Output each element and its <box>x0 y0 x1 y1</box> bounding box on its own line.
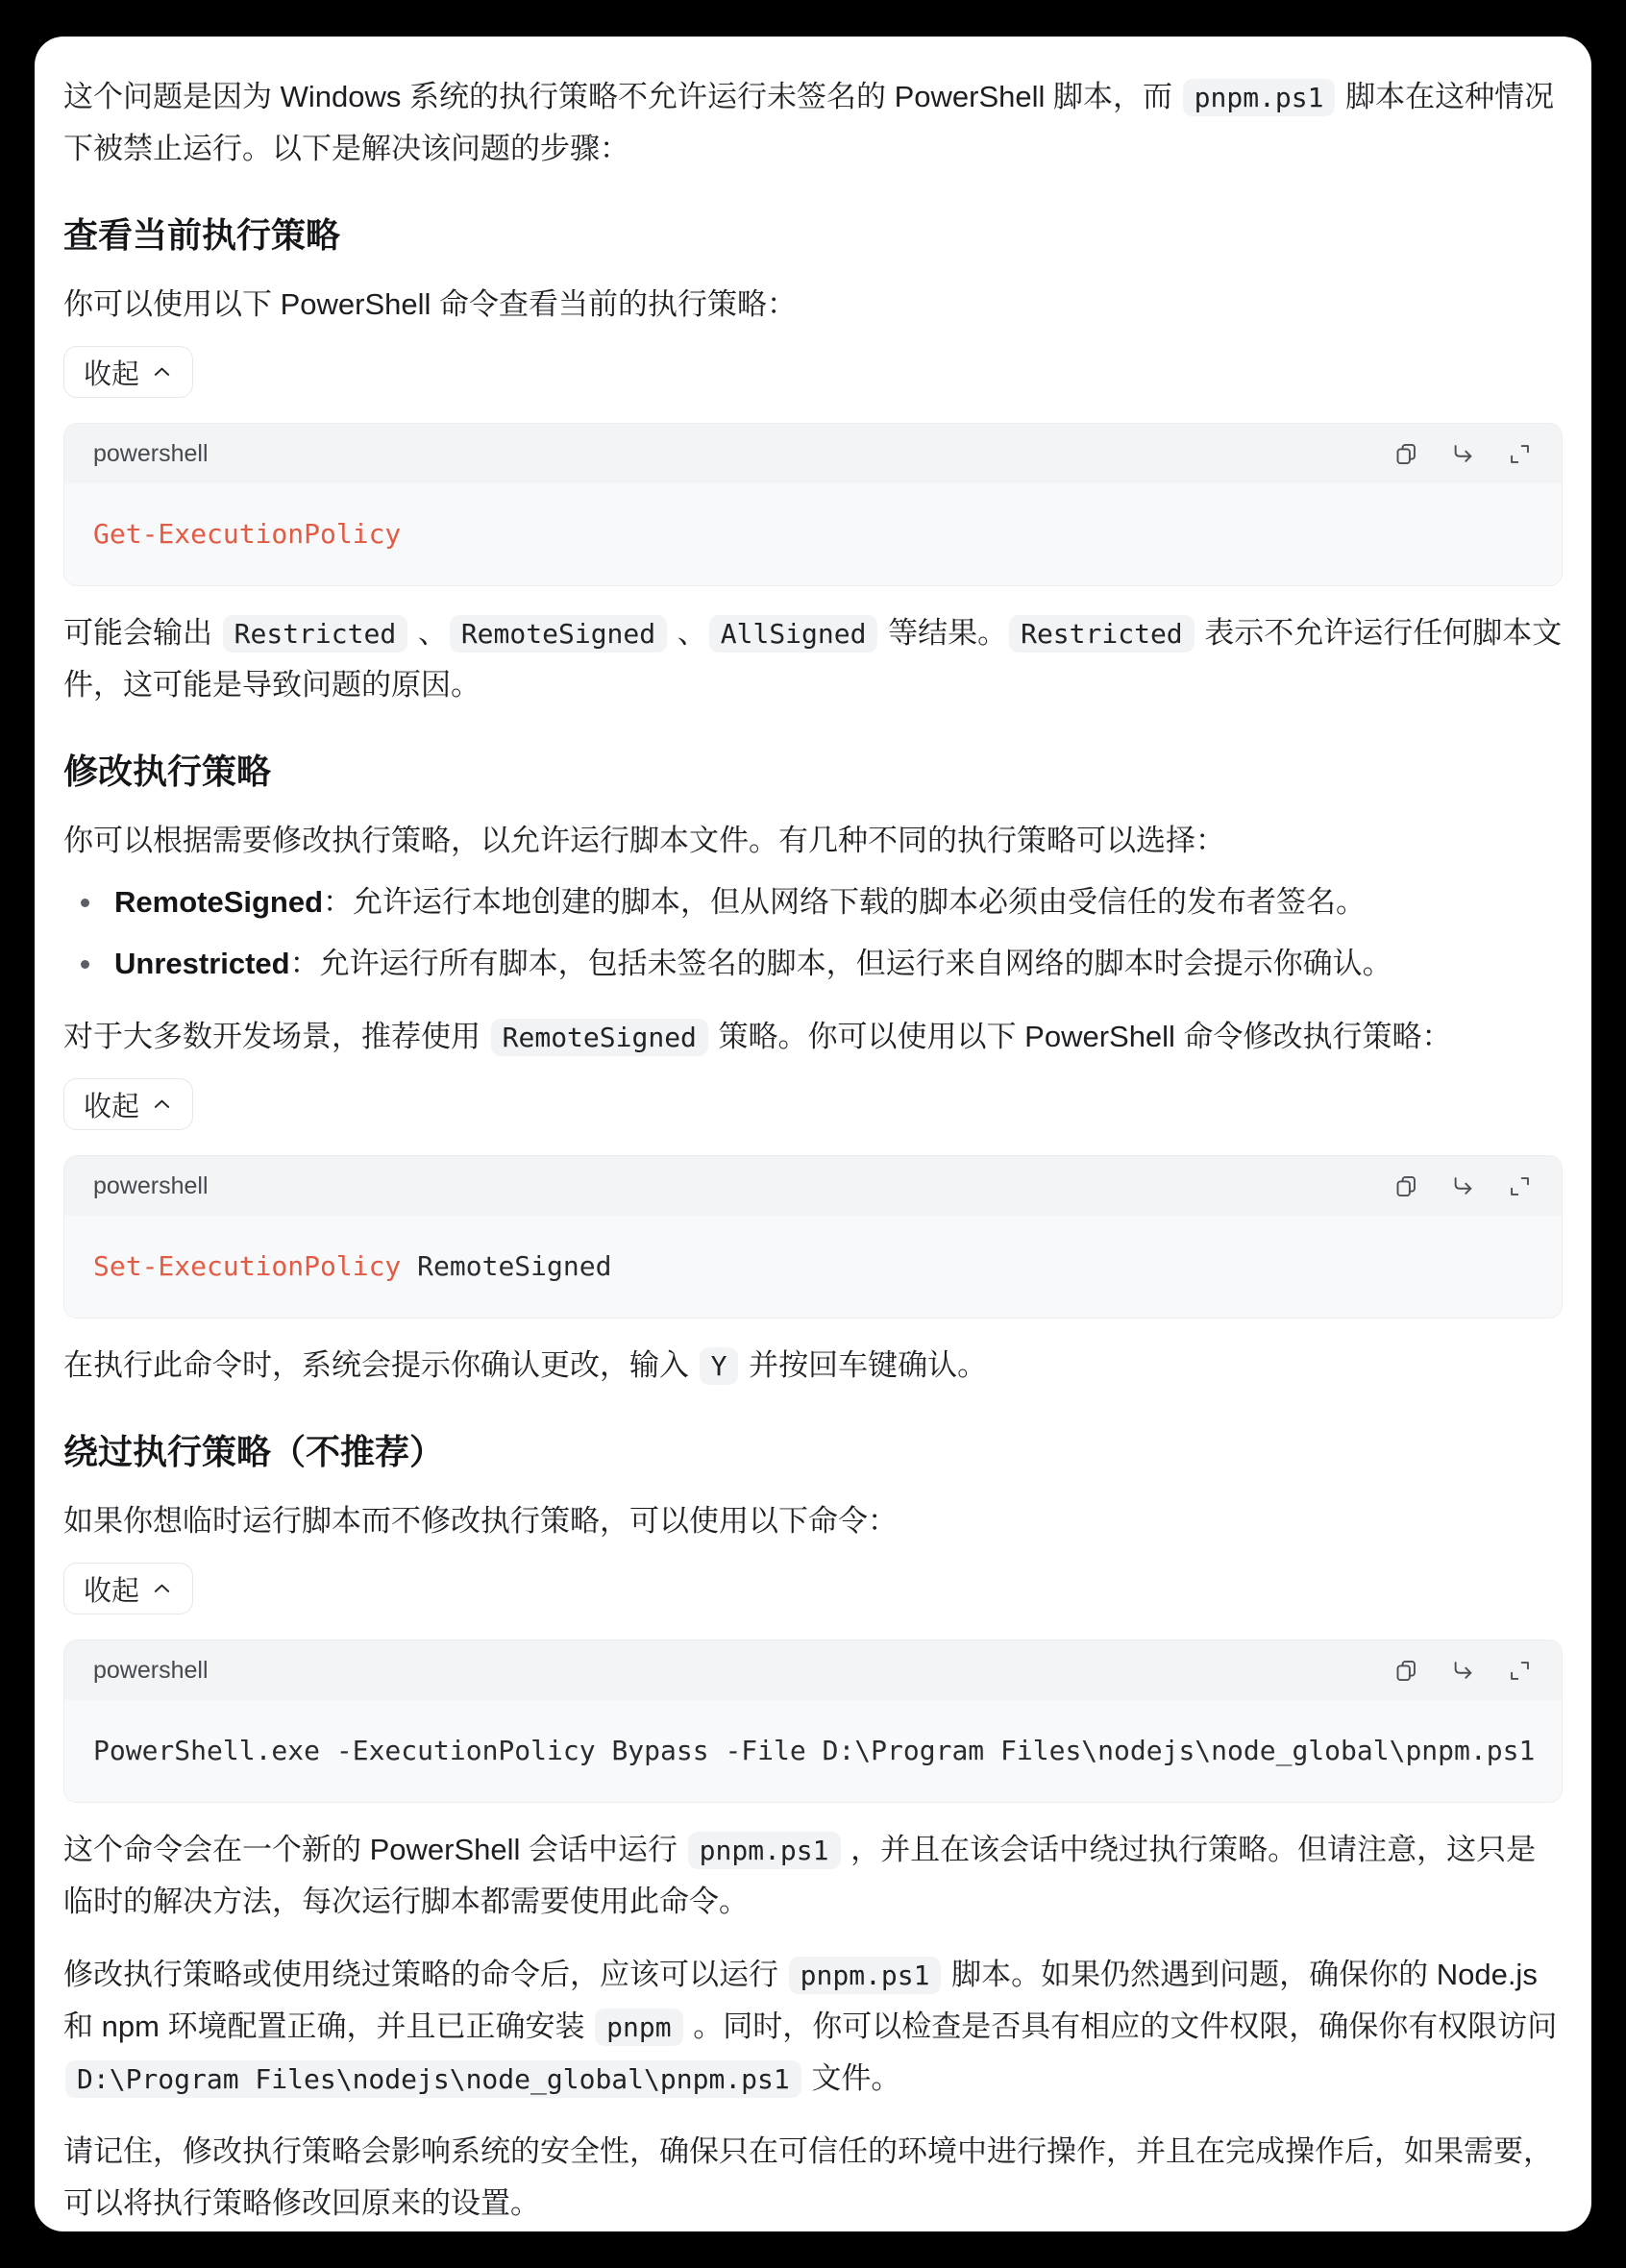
section-heading: 绕过执行策略（不推荐） <box>63 1432 445 1471</box>
paragraph <box>63 815 1563 867</box>
section-heading: 查看当前执行策略 <box>63 215 341 255</box>
code-block <box>63 1639 1563 1803</box>
paragraph <box>63 279 1563 331</box>
code-language-label: powershell <box>93 1656 209 1684</box>
list-item <box>63 876 1563 928</box>
code-line <box>93 518 401 550</box>
inline-code-chip: D:\Program Files\nodejs\node_global\pnpm.ps1 <box>65 2060 801 2098</box>
code-text: PowerShell.exe -ExecutionPolicy Bypass -File D:\Program Files\nodejs\node_global\pnpm.ps1 <box>93 1735 1536 1766</box>
expand-button[interactable] <box>1507 441 1533 467</box>
paragraph <box>63 71 1563 175</box>
bullet-text <box>114 876 1366 928</box>
inline-code-chip: Restricted <box>1009 615 1195 653</box>
expand-icon <box>1507 441 1533 467</box>
message-content <box>63 62 1563 2230</box>
bold-text: RemoteSigned <box>114 885 324 919</box>
code-text: RemoteSigned <box>401 1250 612 1282</box>
text-segment: 如果你想临时运行脚本而不修改执行策略，可以使用以下命令： <box>63 1504 898 1538</box>
code-line <box>93 1250 611 1282</box>
paragraph <box>63 1011 1563 1063</box>
text-segment: 策略。你可以使用以下 PowerShell 命令修改执行策略： <box>709 1020 1452 1053</box>
collapse-label: 收起 <box>84 358 140 390</box>
collapse-label: 收起 <box>84 1091 140 1122</box>
section-heading: 修改执行策略 <box>63 752 272 791</box>
copy-button[interactable] <box>1393 1173 1419 1199</box>
expand-button[interactable] <box>1507 1658 1533 1684</box>
code-block <box>63 1155 1563 1319</box>
text-segment: 、 <box>669 616 707 650</box>
inline-code-chip: pnpm <box>595 2009 682 2046</box>
text-segment: 脚本在这种情况下被禁止运行。以下是解决该问题的步骤： <box>63 80 1555 165</box>
bullet-dot <box>81 899 89 907</box>
code-block-actions <box>1393 441 1533 467</box>
expand-button[interactable] <box>1507 1173 1533 1199</box>
insert-icon <box>1450 441 1476 467</box>
copy-button[interactable] <box>1393 441 1419 467</box>
paragraph <box>63 1340 1563 1392</box>
message-action-bar <box>63 2230 1563 2231</box>
insert-button[interactable] <box>1450 1173 1476 1199</box>
paragraph <box>63 2126 1563 2230</box>
inline-code-chip: AllSigned <box>709 615 878 653</box>
inline-code-chip: pnpm.ps1 <box>789 1957 942 1994</box>
paragraph <box>63 607 1563 711</box>
copy-icon <box>1393 1173 1419 1199</box>
text-segment: 可能会输出 <box>63 616 221 650</box>
insert-button[interactable] <box>1450 441 1476 467</box>
code-language-label: powershell <box>93 1171 209 1199</box>
code-block-header <box>64 424 1562 483</box>
chevron-up-icon <box>151 1094 173 1116</box>
text-segment: ：允许运行本地创建的脚本，但从网络下载的脚本必须由受信任的发布者签名。 <box>323 885 1367 919</box>
collapse-button[interactable] <box>63 1078 193 1130</box>
text-segment: 你可以使用以下 PowerShell 命令查看当前的执行策略： <box>63 287 798 321</box>
code-content <box>64 483 1562 585</box>
paragraph <box>63 1949 1563 2105</box>
assistant-message-card <box>35 37 1591 2231</box>
text-segment: ：允许运行所有脚本，包括未签名的脚本，但运行来自网络的脚本时会提示你确认。 <box>289 947 1392 980</box>
paragraph <box>63 1495 1563 1547</box>
inline-code-chip: RemoteSigned <box>491 1019 708 1056</box>
code-block-actions <box>1393 1658 1533 1684</box>
bullet-list <box>63 876 1563 990</box>
text-segment: 请记住，修改执行策略会影响系统的安全性，确保只在可信任的环境中进行操作，并且在完成操作后，如果需要，可以将执行策略修改回原来的设置。 <box>63 2134 1553 2220</box>
insert-icon <box>1450 1658 1476 1684</box>
bullet-text <box>114 938 1392 990</box>
text-segment: 等结果。 <box>879 616 1008 650</box>
insert-icon <box>1450 1173 1476 1199</box>
code-block <box>63 423 1563 586</box>
text-segment: 脚本。如果仍然遇到问题，确保你的 Node.js 和 npm 环境配置正确，并且已正确安装 <box>63 1958 1538 2043</box>
collapse-label: 收起 <box>84 1575 140 1607</box>
copy-button[interactable] <box>1393 1658 1419 1684</box>
code-content <box>64 1216 1562 1318</box>
code-block-actions <box>1393 1173 1533 1199</box>
code-block-header <box>64 1156 1562 1216</box>
inline-code-chip: Y <box>700 1347 739 1385</box>
insert-button[interactable] <box>1450 1658 1476 1684</box>
text-segment: 对于大多数开发场景，推荐使用 <box>63 1020 489 1053</box>
collapse-button[interactable] <box>63 346 193 398</box>
paragraph <box>63 1824 1563 1928</box>
code-line <box>93 1735 1535 1766</box>
text-segment: 你可以根据需要修改执行策略，以允许运行脚本文件。有几种不同的执行策略可以选择： <box>63 824 1225 857</box>
chevron-up-icon <box>151 361 173 383</box>
collapse-button[interactable] <box>63 1563 193 1615</box>
inline-code-chip: pnpm.ps1 <box>1183 79 1336 116</box>
expand-icon <box>1507 1173 1533 1199</box>
code-language-label: powershell <box>93 439 209 467</box>
inline-code-chip: pnpm.ps1 <box>688 1832 841 1869</box>
text-segment: 文件。 <box>802 2061 901 2095</box>
list-item <box>63 938 1563 990</box>
code-content <box>64 1700 1562 1802</box>
copy-icon <box>1393 441 1419 467</box>
text-segment: 这个命令会在一个新的 PowerShell 会话中运行 <box>63 1833 686 1866</box>
text-segment: 表示不允许运行任何脚本文件，这可能是导致问题的原因。 <box>63 616 1563 702</box>
bullet-dot <box>81 960 89 969</box>
text-segment: ，并且在该会话中绕过执行策略。但请注意，这只是临时的解决方法，每次运行脚本都需要使用此命令。 <box>63 1833 1537 1918</box>
bold-text: Unrestricted <box>114 947 290 980</box>
text-segment: 这个问题是因为 Windows 系统的执行策略不允许运行未签名的 PowerShell 脚本，而 <box>63 80 1181 113</box>
text-segment: 在执行此命令时，系统会提示你确认更改，输入 <box>63 1348 698 1382</box>
text-segment: 、 <box>409 616 448 650</box>
code-keyword: Get-ExecutionPolicy <box>93 518 402 550</box>
inline-code-chip: RemoteSigned <box>450 615 667 653</box>
expand-icon <box>1507 1658 1533 1684</box>
chevron-up-icon <box>151 1578 173 1600</box>
text-segment: 并按回车键确认。 <box>740 1348 988 1382</box>
text-segment: 修改执行策略或使用绕过策略的命令后，应该可以运行 <box>63 1958 787 1991</box>
text-segment: 。同时，你可以检查是否具有相应的文件权限，确保你有权限访问 <box>684 2009 1558 2043</box>
code-block-header <box>64 1640 1562 1700</box>
code-keyword: Set-ExecutionPolicy <box>93 1250 402 1282</box>
inline-code-chip: Restricted <box>223 615 408 653</box>
copy-icon <box>1393 1658 1419 1684</box>
